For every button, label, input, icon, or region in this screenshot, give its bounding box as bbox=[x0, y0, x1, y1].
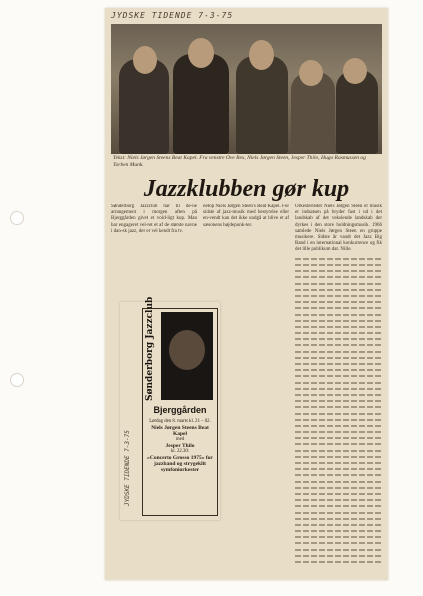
article-column-3: Orkesterleder Niels Jørgen Steen er musik er indsatsen på bryder fast i ud i det landskab af det vekslende landskab der dyrkes i den store holdningsmusik. 1966 samlede Niels Jørgen Steen en gruppe musikere. Sidste år vandt det Jazz Big Band i en international konkurrence og fik det lille publikum dat. Nille. bbox=[295, 204, 382, 572]
ad-frame bbox=[142, 296, 218, 516]
ad-time: kl. 22.30: bbox=[170, 449, 190, 454]
ad-with: med bbox=[175, 437, 185, 442]
punch-hole-bottom bbox=[10, 373, 24, 387]
photo-caption: Tekst: Niels Jørgen Steens Beat Kapel. Fra venstre Ove Rex, Niels Jørgen Steen, Jesper Thilo, Hugo Rasmussen og Torben Munk. bbox=[113, 155, 366, 168]
handwritten-header: JYDSKE TIDENDE 7-3-75 bbox=[111, 11, 234, 20]
article-column-1: Sønderborg Jazzclub har til de-ne arrangement i morgen aften på Bjerggården givet et vold-ligt kup. Man har engageret vel-ret et af de største navne i dan-sk jazz, der er vel kendt fra tv. bbox=[111, 204, 197, 234]
punch-hole-top bbox=[10, 211, 24, 225]
ad-band: Niels Jørgen Steens Beat Kapel bbox=[151, 425, 209, 437]
band-photo bbox=[111, 24, 382, 154]
ad-vertical-title: Sønderborg Jazzclub bbox=[145, 296, 155, 401]
ad-handwritten-note: JYDSKE TIDENDE 7-3-75 bbox=[124, 430, 131, 506]
ad-venue: Bjerggården bbox=[153, 405, 207, 415]
ad-details bbox=[147, 419, 213, 473]
ad-program: »Concerto Grosso 1975« for jazzband og strygeklit symfoniorkester bbox=[147, 455, 213, 473]
article-column-2: netop Niels Jørgen Steen's Beat Kapel. For sidste af jazz-musik med bestyrelse eller en-vendt kan det ikke undgå at blive et af sæsonens højdepunk-ter. bbox=[203, 204, 289, 228]
article-headline: Jazzklubben gør kup bbox=[143, 176, 350, 202]
concert-advertisement bbox=[120, 296, 220, 520]
musician-portrait bbox=[161, 312, 213, 400]
ad-date: Lørdag den 8. marts kl. 21 – 02. bbox=[149, 419, 211, 424]
ad-soloist: Jesper Thilo bbox=[165, 443, 195, 449]
